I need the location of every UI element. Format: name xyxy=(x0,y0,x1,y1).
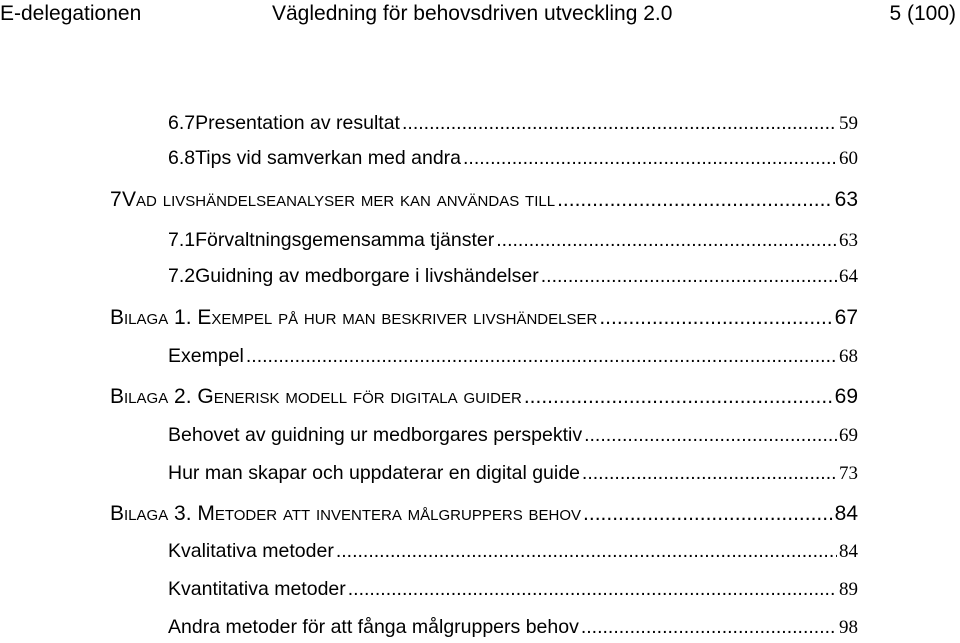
toc-entry-page: 84 xyxy=(834,502,858,525)
toc-entry-number: 7.2 xyxy=(168,265,196,287)
toc-entry[interactable] xyxy=(110,385,858,409)
toc-leader-dots xyxy=(348,578,837,601)
toc-entry[interactable] xyxy=(168,578,858,601)
toc-entry-label: Bilaga 2. Generisk modell för digitala guider xyxy=(110,385,522,408)
toc-entry[interactable] xyxy=(168,424,858,447)
toc-entry-label: Kvalitativa metoder xyxy=(168,540,334,562)
toc-entry[interactable] xyxy=(168,540,858,563)
toc-leader-dots xyxy=(463,147,837,170)
toc-entry[interactable] xyxy=(168,229,858,252)
header-organization: E-delegationen xyxy=(0,2,142,25)
toc-leader-dots xyxy=(246,345,837,368)
page-header xyxy=(0,0,960,30)
toc-entry-page: 63 xyxy=(834,188,858,211)
toc-entry-number: 6.8 xyxy=(168,147,196,169)
toc-leader-dots xyxy=(524,385,833,409)
toc-entry-label: Hur man skapar och uppdaterar en digital guide xyxy=(168,462,580,484)
toc-leader-dots xyxy=(496,229,837,252)
toc-entry-page: 60 xyxy=(839,148,858,169)
toc-entry-page: 68 xyxy=(839,346,858,367)
toc-entry-label: Presentation av resultat xyxy=(195,112,400,134)
header-document-title: Vägledning för behovsdriven utveckling 2.0 xyxy=(272,2,673,25)
toc-entry-label: Förvaltningsgemensamma tjänster xyxy=(195,229,495,251)
toc-entry-page: 89 xyxy=(839,579,858,600)
toc-entry-label: Guidning av medborgare i livshändelser xyxy=(195,265,539,287)
toc-leader-dots xyxy=(584,424,837,447)
toc-entry-page: 69 xyxy=(839,425,858,446)
toc-entry-label: Behovet av guidning ur medborgares perspektiv xyxy=(168,424,583,446)
toc-entry[interactable] xyxy=(110,306,858,330)
header-page-number: 5 (100) xyxy=(889,2,956,25)
toc-entry[interactable] xyxy=(168,345,858,368)
toc-entry-page: 73 xyxy=(839,463,858,484)
toc-leader-dots xyxy=(402,112,837,135)
toc-entry[interactable] xyxy=(168,462,858,485)
toc-entry-page: 67 xyxy=(834,306,858,329)
toc-entry-number: 7.1 xyxy=(168,229,196,251)
toc-entry-label: Tips vid samverkan med andra xyxy=(195,147,461,169)
toc-entry-page: 69 xyxy=(834,385,858,408)
toc-entry-number: 6.7 xyxy=(168,112,196,134)
toc-entry-label: Andra metoder för att fånga målgruppers behov xyxy=(168,616,579,638)
toc-leader-dots xyxy=(541,265,837,288)
toc-entry-page: 63 xyxy=(839,230,858,251)
toc-leader-dots xyxy=(557,188,833,212)
toc-entry-page: 64 xyxy=(839,266,858,287)
toc-entry-label: Kvantitativa metoder xyxy=(168,578,346,600)
toc-leader-dots xyxy=(581,616,837,639)
toc-entry[interactable] xyxy=(168,616,858,639)
toc-entry-label: Bilaga 3. Metoder att inventera målgruppers behov xyxy=(110,502,582,525)
toc-entry[interactable] xyxy=(110,502,858,526)
toc-leader-dots xyxy=(582,462,837,485)
toc-entry[interactable] xyxy=(168,147,858,170)
toc-entry[interactable] xyxy=(168,112,858,135)
toc-entry-page: 59 xyxy=(839,113,858,134)
toc-leader-dots xyxy=(336,540,837,563)
toc-leader-dots xyxy=(583,502,833,526)
toc-entry-label: Vad livshändelseanalyser mer kan användas till xyxy=(122,188,556,211)
toc-entry-number: 7 xyxy=(110,188,122,211)
toc-entry[interactable] xyxy=(110,188,858,212)
toc-entry-label: Exempel xyxy=(168,345,244,367)
toc-entry-page: 98 xyxy=(839,617,858,638)
toc-entry-label: Bilaga 1. Exempel på hur man beskriver livshändelser xyxy=(110,306,598,329)
toc-entry-page: 84 xyxy=(839,541,858,562)
toc-entry[interactable] xyxy=(168,265,858,288)
toc-leader-dots xyxy=(599,306,832,330)
